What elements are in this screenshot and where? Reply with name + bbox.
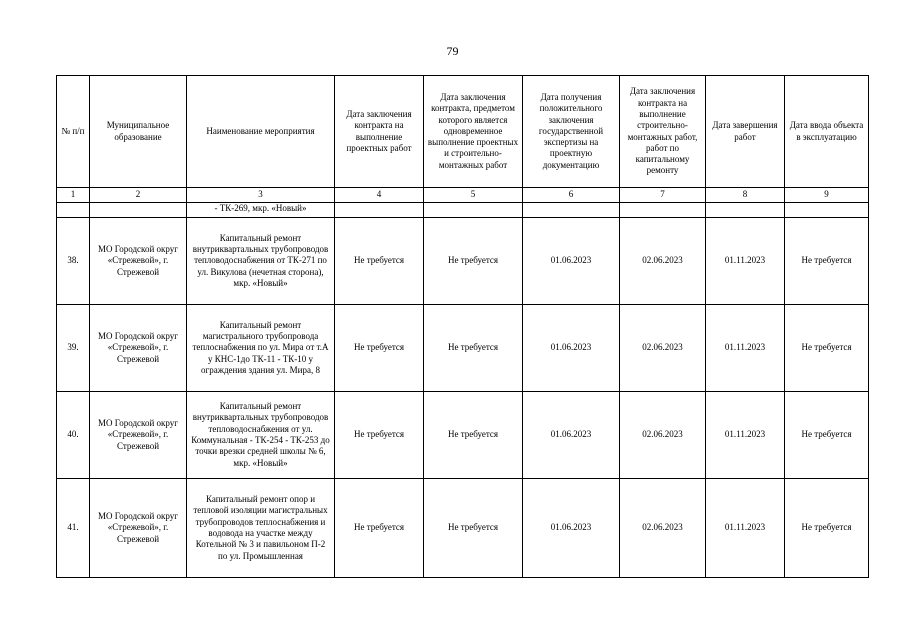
design-contract-cell: Не требуется: [335, 218, 424, 305]
column-number: 6: [523, 188, 620, 203]
combined-contract-cell: Не требуется: [424, 392, 523, 479]
expertise-date-cell: 01.06.2023: [523, 218, 620, 305]
continuation-text: - ТК-269, мкр. «Новый»: [187, 203, 335, 218]
combined-contract-cell: Не требуется: [424, 479, 523, 578]
column-number: 8: [706, 188, 785, 203]
completion-date-cell: 01.11.2023: [706, 392, 785, 479]
column-number: 7: [620, 188, 706, 203]
combined-contract-cell: Не требуется: [424, 218, 523, 305]
header-cell-completion: Дата завершения работ: [706, 76, 785, 188]
header-cell-combined-contract: Дата заключения контракта, предметом которого является одновременное выполнение проектных и строительно-монтажных работ: [424, 76, 523, 188]
table-cell: [90, 203, 187, 218]
expertise-date-cell: 01.06.2023: [523, 392, 620, 479]
header-cell-municipality: Муниципальное образование: [90, 76, 187, 188]
table-cell: [706, 203, 785, 218]
construction-contract-date-cell: 02.06.2023: [620, 218, 706, 305]
construction-contract-date-cell: 02.06.2023: [620, 305, 706, 392]
table-row: [57, 479, 869, 578]
table-cell: [785, 203, 869, 218]
combined-contract-cell: Не требуется: [424, 305, 523, 392]
event-cell: Капитальный ремонт магистрального трубопровода теплоснабжения по ул. Мира от т.А у КНС-1до ТК-11 - ТК-10 у ограждения здания ул. Мира, 8: [187, 305, 335, 392]
table-cell: [335, 203, 424, 218]
table-cell: [620, 203, 706, 218]
commissioning-cell: Не требуется: [785, 479, 869, 578]
column-number: 1: [57, 188, 90, 203]
header-cell-design-contract: Дата заключения контракта на выполнение проектных работ: [335, 76, 424, 188]
construction-contract-date-cell: 02.06.2023: [620, 392, 706, 479]
construction-contract-date-cell: 02.06.2023: [620, 479, 706, 578]
expertise-date-cell: 01.06.2023: [523, 479, 620, 578]
event-cell: Капитальный ремонт внутриквартальных трубопроводов тепловодоснабжения от ТК-271 по ул. Викулова (нечетная сторона), мкр. «Новый»: [187, 218, 335, 305]
municipality-cell: МО Городской округ «Стрежевой», г. Стрежевой: [90, 392, 187, 479]
municipality-cell: МО Городской округ «Стрежевой», г. Стрежевой: [90, 479, 187, 578]
event-cell: Капитальный ремонт внутриквартальных трубопроводов тепловодоснабжения от ул. Коммунальная - ТК-254 - ТК-253 до точки врезки средней школы № 6, мкр. «Новый»: [187, 392, 335, 479]
table-row: [57, 305, 869, 392]
header-cell-commissioning: Дата ввода объекта в эксплуатацию: [785, 76, 869, 188]
commissioning-cell: Не требуется: [785, 305, 869, 392]
commissioning-cell: Не требуется: [785, 392, 869, 479]
municipality-cell: МО Городской округ «Стрежевой», г. Стрежевой: [90, 218, 187, 305]
header-cell-construction-contract: Дата заключения контракта на выполнение строительно-монтажных работ, работ по капитальному ремонту: [620, 76, 706, 188]
municipality-cell: МО Городской округ «Стрежевой», г. Стрежевой: [90, 305, 187, 392]
table-cell: [57, 203, 90, 218]
table-row: [57, 218, 869, 305]
design-contract-cell: Не требуется: [335, 479, 424, 578]
header-cell-expertise: Дата получения положительного заключения государственной экспертизы на проектную документацию: [523, 76, 620, 188]
row-number: 40.: [57, 392, 90, 479]
design-contract-cell: Не требуется: [335, 392, 424, 479]
column-number: 4: [335, 188, 424, 203]
completion-date-cell: 01.11.2023: [706, 218, 785, 305]
header-row: [57, 76, 869, 188]
design-contract-cell: Не требуется: [335, 305, 424, 392]
row-number: 39.: [57, 305, 90, 392]
continuation-row: [57, 203, 869, 218]
column-number: 5: [424, 188, 523, 203]
completion-date-cell: 01.11.2023: [706, 479, 785, 578]
column-number: 3: [187, 188, 335, 203]
column-number: 2: [90, 188, 187, 203]
table-cell: [424, 203, 523, 218]
expertise-date-cell: 01.06.2023: [523, 305, 620, 392]
header-cell-number: № п/п: [57, 76, 90, 188]
table-cell: [523, 203, 620, 218]
page-number: 79: [446, 44, 459, 58]
column-number-row: [57, 188, 869, 203]
event-cell: Капитальный ремонт опор и тепловой изоляции магистральных трубопроводов теплоснабжения и водовода на участке между Котельной № 3 и павильоном П-2 по ул. Промышленная: [187, 479, 335, 578]
schedule-table: [56, 75, 869, 578]
completion-date-cell: 01.11.2023: [706, 305, 785, 392]
table-row: [57, 392, 869, 479]
commissioning-cell: Не требуется: [785, 218, 869, 305]
row-number: 41.: [57, 479, 90, 578]
column-number: 9: [785, 188, 869, 203]
row-number: 38.: [57, 218, 90, 305]
header-cell-event: Наименование мероприятия: [187, 76, 335, 188]
